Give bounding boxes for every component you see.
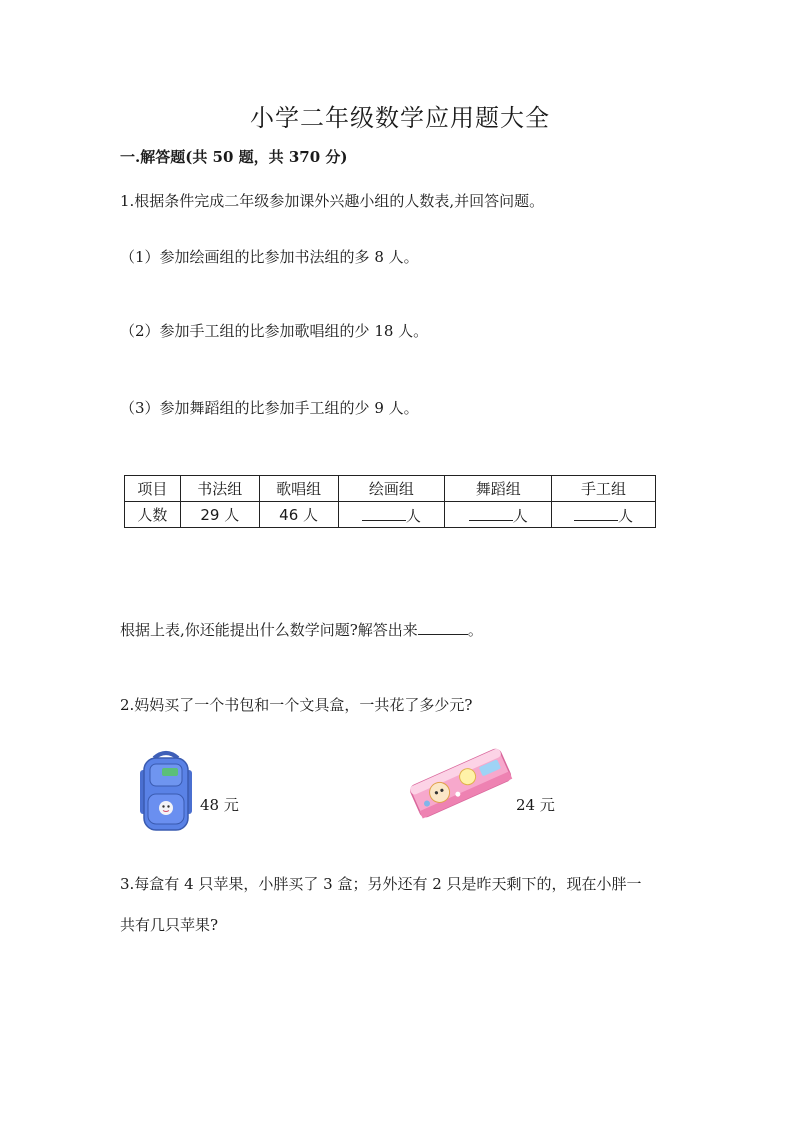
question-1-followup <box>120 619 483 640</box>
table-row-label: 人数 <box>125 502 181 528</box>
section-heading: 一.解答题(共 50 题，共 370 分) <box>120 148 348 166</box>
fill-blank[interactable] <box>574 504 618 521</box>
question-2-stem: 2.妈妈买了一个书包和一个文具盒，一共花了多少元? <box>120 696 473 714</box>
page-title: 小学二年级数学应用题大全 <box>250 104 550 132</box>
interest-group-table <box>124 475 656 528</box>
table-cell-blank[interactable] <box>338 502 445 528</box>
table-cell: 46 人 <box>259 502 338 528</box>
followup-text: 根据上表,你还能提出什么数学问题?解答出来 <box>120 621 418 639</box>
answer-blank[interactable] <box>418 620 468 635</box>
table-header-cell: 舞蹈组 <box>445 476 552 502</box>
unit-label: 人 <box>405 506 421 525</box>
unit-label: 人 <box>512 506 528 525</box>
table-header-cell: 项目 <box>125 476 181 502</box>
table-header-cell: 绘画组 <box>338 476 445 502</box>
question-3-line-1: 3.每盒有 4 只苹果，小胖买了 3 盒；另外还有 2 只是昨天剩下的，现在小胖一 <box>120 875 642 893</box>
backpack-price: 48 元 <box>200 796 239 814</box>
fill-blank[interactable] <box>362 504 406 521</box>
question-1-condition-1: （1）参加绘画组的比参加书法组的多 8 人。 <box>120 248 419 266</box>
table-header-cell: 歌唱组 <box>259 476 338 502</box>
table-cell-blank[interactable] <box>552 502 656 528</box>
pencil-case-price: 24 元 <box>516 796 555 814</box>
followup-end: 。 <box>467 621 483 639</box>
table-header-cell: 书法组 <box>180 476 259 502</box>
question-1-stem: 1.根据条件完成二年级参加课外兴趣小组的人数表,并回答问题。 <box>120 192 545 210</box>
backpack-icon <box>134 748 198 834</box>
table-header-row <box>125 476 656 502</box>
pencil-case-icon <box>408 742 514 826</box>
table-header-cell: 手工组 <box>552 476 656 502</box>
table-row <box>125 502 656 528</box>
question-1-condition-3: （3）参加舞蹈组的比参加手工组的少 9 人。 <box>120 399 419 417</box>
table-cell-blank[interactable] <box>445 502 552 528</box>
fill-blank[interactable] <box>469 504 513 521</box>
question-1-condition-2: （2）参加手工组的比参加歌唱组的少 18 人。 <box>120 322 429 340</box>
table-cell: 29 人 <box>180 502 259 528</box>
unit-label: 人 <box>618 506 634 525</box>
question-3-line-2: 共有几只苹果? <box>120 916 219 934</box>
